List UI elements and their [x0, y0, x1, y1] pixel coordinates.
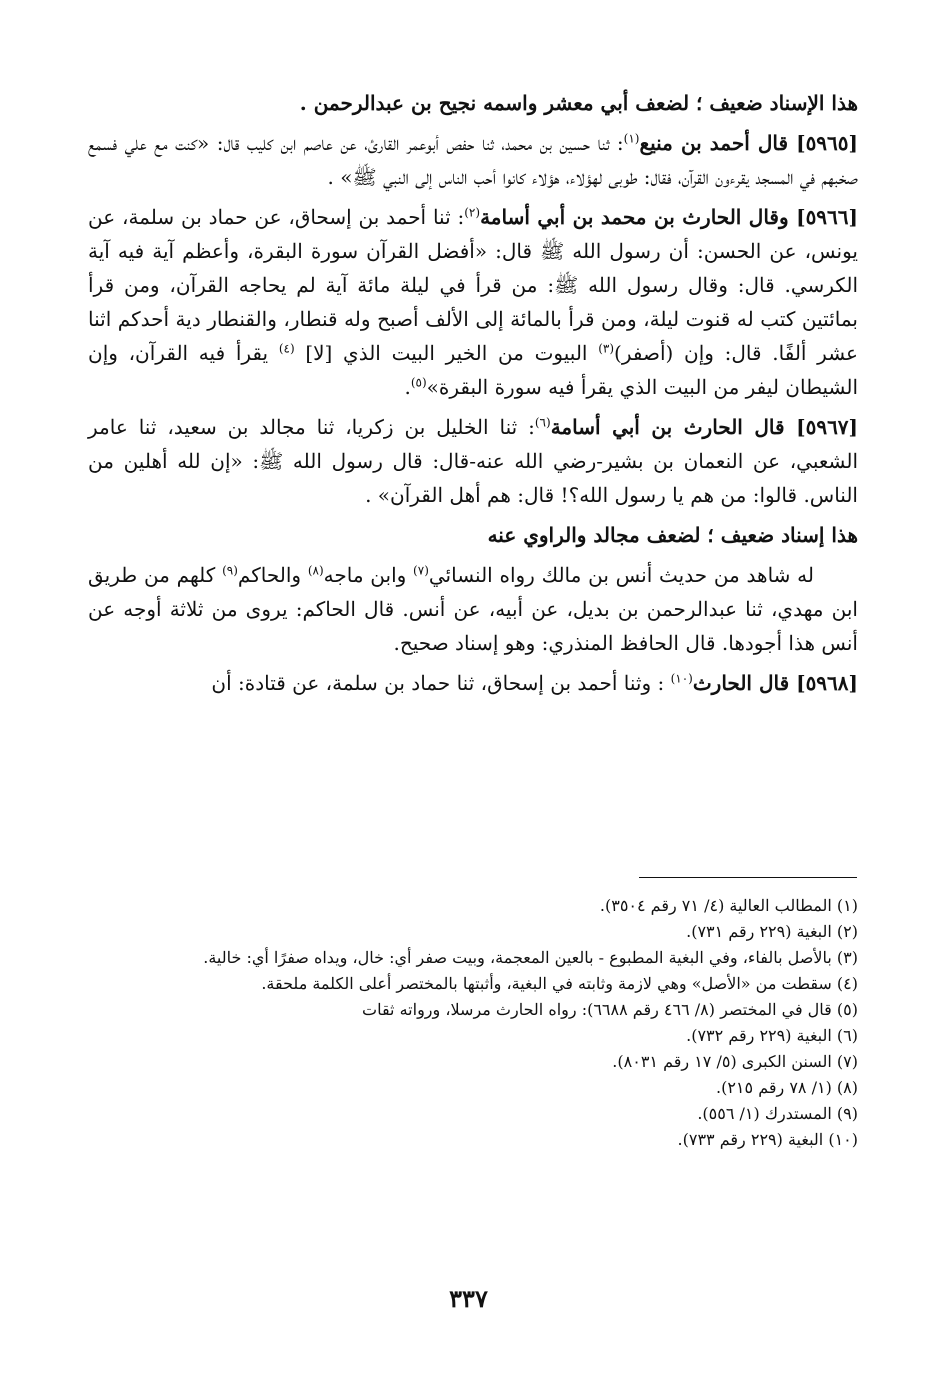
footnote-item: (٢) البغية (٢٢٩ رقم ٧٣١). [686, 922, 858, 941]
footnote-item: (١) المطالب العالية (٤/ ٧١ رقم ٣٥٠٤). [599, 896, 858, 915]
footnote-ref: (١) [623, 131, 640, 146]
footnote-item: (١٠) البغية (٢٢٩ رقم ٧٣٣). [677, 1130, 858, 1149]
footnote-item: (٤) سقطت من «الأصل» وهي لازمة وثابته في البغية، وأثبتها بالمختصر أعلى الكلمة ملحقة. [261, 974, 858, 993]
footnote-ref: (٧) [413, 563, 429, 578]
paragraph-text: هذا إسناد ضعيف ؛ لضعف مجالد والراوي عنه [487, 523, 858, 547]
hadith-text: : ثنا أحمد بن إسحاق، عن حماد بن سلمة، عن يونس، عن الحسن: أن رسول الله ﷺ قال: «أفضل القرآن سورة البقرة، وأعظم آية فيه آية الكرسي. قال: وقال رسول الله ﷺ: من قرأ في ليلة مائة آية لم يحاجه القرآن، ومن قرأ بمائتين كتب له قنوت ليلة، ومن قرأ بالمائة إلى الألف أصبح وله قنطار، والقنطار دية أحدكم اثنا عشر ألفًا. قال: وإن (أصفر) [88, 205, 858, 365]
hadith-5968 [88, 666, 858, 700]
hadith-text: . [404, 375, 411, 399]
hadith-5965 [88, 126, 858, 194]
hadith-5967 [88, 410, 858, 512]
footnote-ref: (٤) [278, 341, 295, 356]
footnote-ref: (١٠) [670, 671, 693, 686]
hadith-text: : ثنا حسين بن محمد، ثنا حفص أبوعمر القارئ، عن عاصم ابن كليب قال: «كنت مع علي فسمع صخبهم في المسجد يقرءون القرآن، فقال: طوبى لهؤلاء، هؤلاء كانوا أحب الناس إلى النبي ﷺ» . [88, 131, 858, 189]
hadith-heading: [٥٩٦٥] قال أحمد بن منيع [639, 131, 858, 155]
hadith-heading: [٥٩٦٦] وقال الحارث بن محمد بن أبي أسامة [480, 205, 858, 229]
commentary-text: والحاكم [237, 563, 308, 587]
commentary-text: وابن ماجه [323, 563, 414, 587]
footnote-item: (٨) (١/ ٧٨ رقم ٢١٥). [716, 1078, 858, 1097]
main-text [88, 86, 858, 706]
grading-note [88, 518, 858, 552]
footnote-divider [639, 877, 857, 878]
paragraph-text: هذا الإسناد ضعيف ؛ لضعف أبي معشر واسمه نجيح بن عبدالرحمن . [299, 91, 858, 115]
paragraph-intro [88, 86, 858, 120]
hadith-heading: [٥٩٦٧] قال الحارث بن أبي أسامة [550, 415, 859, 439]
footnote-ref: (٥) [410, 375, 427, 390]
footnote-ref: (٣) [598, 341, 615, 356]
footnote-ref: (٦) [534, 415, 551, 430]
footnote-item: (٧) السنن الكبرى (٥/ ١٧ رقم ٨٠٣١). [612, 1052, 858, 1071]
commentary-paragraph [88, 558, 858, 660]
hadith-text: البيوت من الخير البيت الذي [لا] [294, 341, 599, 365]
hadith-heading: [٥٩٦٨] قال الحارث [692, 671, 858, 695]
footnotes [88, 893, 858, 1153]
footnote-ref: (٩) [222, 563, 238, 578]
page-number: ٣٣٧ [449, 1284, 488, 1313]
footnote-item: (٥) قال في المختصر (٨/ ٤٦٦ رقم ٦٦٨٨): رواه الحارث مرسلا، ورواته ثقات [362, 1000, 858, 1019]
hadith-text: : وثنا أحمد بن إسحاق، ثنا حماد بن سلمة، عن قتادة: أن [211, 671, 671, 695]
footnote-item: (٦) البغية (٢٢٩ رقم ٧٣٢). [686, 1026, 858, 1045]
hadith-text: يقرأ فيه القرآن، وإن الشيطان ليفر من البيت الذي يقرأ فيه سورة البقرة» [88, 341, 858, 399]
commentary-text: كلهم من طريق ابن مهدي، ثنا عبدالرحمن بن بديل، عن أبيه، عن أنس. قال الحاكم: يروى من ثلاثة أوجه عن أنس هذا أجودها. قال الحافظ المنذري: وهو إسناد صحيح. [88, 563, 858, 655]
footnote-ref: (٨) [307, 563, 324, 578]
footnote-item: (٣) بالأصل بالفاء، وفي البغية المطبوع - بالعين المعجمة، وبيت صفر أي: خال، ويداه صفرًا أي: خالية. [203, 948, 858, 967]
hadith-text: : ثنا الخليل بن زكريا، ثنا مجالد بن سعيد، ثنا عامر الشعبي، عن النعمان بن بشير-رضي الله عنه-قال: قال رسول الله ﷺ: «إن لله أهلين من الناس. قالوا: من هم يا رسول الله؟! قال: هم أهل القرآن» . [88, 415, 858, 507]
commentary-text: له شاهد من حديث أنس بن مالك رواه النسائي [428, 563, 814, 587]
hadith-5966 [88, 200, 858, 404]
footnote-ref: (٢) [464, 205, 481, 220]
footnote-item: (٩) المستدرك (١/ ٥٥٦). [697, 1104, 858, 1123]
